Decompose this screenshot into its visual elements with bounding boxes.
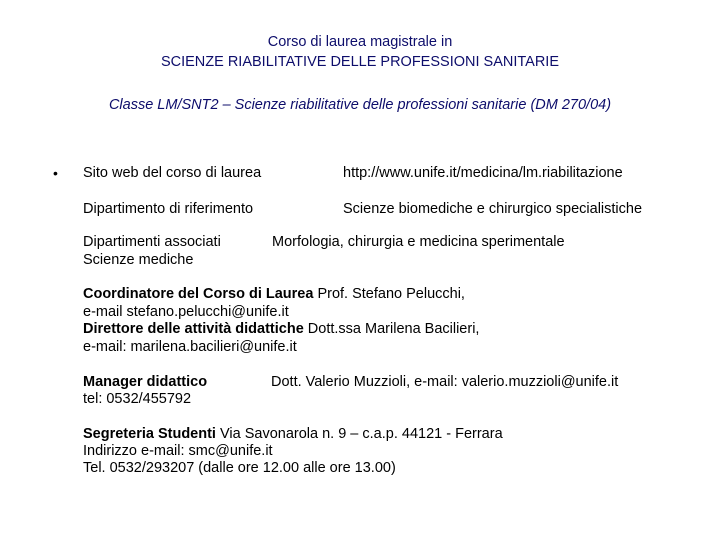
coordinator-name: Prof. Stefano Pelucchi, bbox=[313, 286, 465, 302]
director-name: Dott.ssa Marilena Bacilieri, bbox=[303, 321, 480, 337]
manager-tel: tel: 0532/455792 bbox=[83, 391, 192, 407]
manager-label: Manager didattico bbox=[83, 374, 208, 390]
coordinator-label: Coordinatore del Corso di Laurea bbox=[83, 286, 314, 302]
class-description: Classe LM/SNT2 – Scienze riabilitative delle professioni sanitarie (DM 270/04) bbox=[108, 97, 612, 113]
website-label: Sito web del corso di laurea bbox=[83, 165, 262, 181]
coordinator-email[interactable]: e-mail stefano.pelucchi@unife.it bbox=[83, 304, 289, 320]
associated-departments-label-2: Scienze mediche bbox=[83, 252, 194, 268]
office-label: Segreteria Studenti bbox=[83, 426, 216, 442]
department-label: Dipartimento di riferimento bbox=[83, 201, 254, 217]
director-label: Direttore delle attività didattiche bbox=[83, 321, 304, 337]
website-link[interactable]: http://www.unife.it/medicina/lm.riabilitazione bbox=[343, 165, 623, 181]
office-email[interactable]: Indirizzo e-mail: smc@unife.it bbox=[83, 443, 273, 459]
office-address: Via Savonarola n. 9 – c.a.p. 44121 - Ferrara bbox=[215, 426, 503, 442]
director-email[interactable]: e-mail: marilena.bacilieri@unife.it bbox=[83, 339, 297, 355]
manager-value: Dott. Valerio Muzzioli, e-mail: valerio.muzzioli@unife.it bbox=[271, 374, 619, 390]
director-line bbox=[83, 321, 479, 338]
associated-departments-value: Morfologia, chirurgia e medicina sperimentale bbox=[272, 234, 565, 250]
department-value: Scienze biomediche e chirurgico specialistiche bbox=[343, 201, 643, 217]
coordinator-line bbox=[83, 286, 465, 303]
office-tel: Tel. 0532/293207 (dalle ore 12.00 alle ore 13.00) bbox=[83, 460, 396, 476]
bullet-marker: • bbox=[53, 165, 58, 181]
office-line bbox=[83, 426, 503, 443]
course-title-line2: SCIENZE RIABILITATIVE DELLE PROFESSIONI SANITARIE bbox=[160, 54, 560, 70]
associated-departments-label: Dipartimenti associati bbox=[83, 234, 221, 250]
course-title-line1: Corso di laurea magistrale in bbox=[267, 34, 453, 50]
